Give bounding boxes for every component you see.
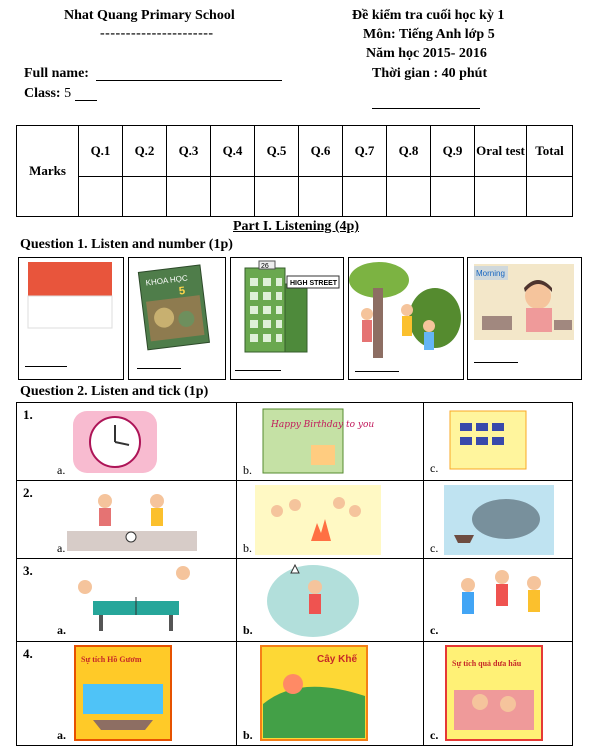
q2-row-number: 3. bbox=[23, 563, 33, 579]
q2-option-2c[interactable] bbox=[424, 481, 573, 559]
building-icon bbox=[231, 258, 343, 379]
q2-option-1a[interactable] bbox=[17, 403, 237, 481]
question2-title: Question 2. Listen and tick (1p) bbox=[20, 384, 209, 399]
exam-time: Thời gian : 40 phút bbox=[372, 66, 488, 81]
score-cell[interactable] bbox=[211, 177, 255, 217]
q1-answer-line[interactable] bbox=[355, 371, 399, 372]
shuttlecock-icon bbox=[263, 561, 363, 639]
score-cell[interactable] bbox=[431, 177, 475, 217]
marks-header-q5: Q.5 bbox=[255, 126, 299, 177]
question2-table bbox=[16, 402, 573, 746]
q2-option-label: c. bbox=[430, 541, 439, 556]
subject: Môn: Tiếng Anh lớp 5 bbox=[363, 27, 495, 42]
marks-header-q9: Q.9 bbox=[431, 126, 475, 177]
score-cell[interactable] bbox=[387, 177, 431, 217]
marks-header-oral: Oral test bbox=[475, 126, 527, 177]
q1-picture-4 bbox=[348, 257, 464, 380]
score-cell[interactable] bbox=[123, 177, 167, 217]
part1-title: Part I. Listening (4p) bbox=[233, 219, 359, 234]
exam-title: Đề kiểm tra cuối học kỳ 1 bbox=[352, 8, 505, 23]
q1-answer-line[interactable] bbox=[137, 368, 181, 369]
class-value: 5 bbox=[64, 86, 72, 101]
score-cell[interactable] bbox=[475, 177, 527, 217]
board-text: Morning bbox=[476, 269, 505, 278]
q2-row-2 bbox=[17, 481, 573, 559]
marks-header-q8: Q.8 bbox=[387, 126, 431, 177]
birthday-card-icon bbox=[257, 405, 375, 477]
q1-picture-5 bbox=[467, 257, 582, 380]
football-icon bbox=[67, 485, 197, 555]
q2-row-3 bbox=[17, 559, 573, 641]
book-icon bbox=[129, 258, 225, 379]
school-name: Nhat Quang Primary School bbox=[64, 8, 235, 23]
q2-option-label: b. bbox=[243, 541, 252, 556]
q2-option-3c[interactable] bbox=[424, 559, 573, 641]
book-number: 5 bbox=[178, 284, 186, 298]
classroom-icon bbox=[468, 258, 581, 379]
table-tennis-icon bbox=[71, 563, 201, 635]
score-cell[interactable] bbox=[167, 177, 211, 217]
marks-table bbox=[16, 125, 573, 217]
q2-option-3a[interactable] bbox=[17, 559, 237, 641]
q2-option-label: a. bbox=[57, 463, 66, 477]
book-title: Sự tích Hồ Gươm bbox=[81, 654, 142, 664]
marks-header: Marks bbox=[17, 126, 79, 217]
q1-answer-line[interactable] bbox=[25, 366, 67, 367]
q2-option-label: a. bbox=[57, 727, 66, 742]
flag-icon bbox=[19, 258, 123, 379]
q2-option-2b[interactable] bbox=[237, 481, 424, 559]
story-book-icon bbox=[73, 644, 173, 742]
q1-picture-2 bbox=[128, 257, 226, 380]
q2-row-1 bbox=[17, 403, 573, 481]
book-caption: KHOA HỌC bbox=[145, 273, 189, 288]
marks-header-q6: Q.6 bbox=[299, 126, 343, 177]
school-year: Năm học 2015- 2016 bbox=[366, 46, 487, 61]
q2-option-4b[interactable] bbox=[237, 641, 424, 745]
blind-mans-buff-icon bbox=[448, 561, 558, 637]
q2-option-label: b. bbox=[243, 727, 253, 742]
q1-answer-line[interactable] bbox=[235, 370, 281, 371]
q2-option-label: a. bbox=[57, 623, 66, 638]
q2-option-3b[interactable] bbox=[237, 559, 424, 641]
q2-row-4 bbox=[17, 641, 573, 745]
class-field[interactable] bbox=[75, 100, 97, 101]
q2-row-number: 1. bbox=[23, 407, 33, 422]
q2-option-4c[interactable] bbox=[424, 641, 573, 745]
full-name-label: Full name: bbox=[24, 66, 89, 81]
q1-picture-3 bbox=[230, 257, 344, 380]
q2-option-label: c. bbox=[430, 623, 439, 638]
q2-option-label: a. bbox=[57, 541, 66, 556]
q2-row-number: 4. bbox=[23, 645, 33, 661]
book-title: Sự tích quả dưa hấu bbox=[452, 658, 522, 668]
score-cell[interactable] bbox=[343, 177, 387, 217]
score-cell[interactable] bbox=[527, 177, 573, 217]
score-cell[interactable] bbox=[79, 177, 123, 217]
marks-header-total: Total bbox=[527, 126, 573, 177]
campfire-icon bbox=[255, 485, 381, 555]
clock-icon bbox=[69, 409, 161, 475]
class-label: Class: 5 bbox=[24, 86, 72, 101]
game-box-icon bbox=[444, 405, 534, 475]
street-sign: HIGH STREET bbox=[290, 280, 338, 287]
q2-option-label: b. bbox=[243, 623, 253, 638]
marks-header-q3: Q.3 bbox=[167, 126, 211, 177]
question1-title: Question 1. Listen and number (1p) bbox=[20, 237, 233, 252]
q2-row-number: 2. bbox=[23, 485, 33, 501]
q2-option-label: c. bbox=[430, 727, 439, 742]
q1-picture-1 bbox=[18, 257, 124, 380]
hide-and-seek-icon bbox=[349, 258, 463, 379]
q2-option-label: b. bbox=[243, 463, 252, 477]
q2-option-1b[interactable] bbox=[237, 403, 424, 481]
q2-option-4a[interactable] bbox=[17, 641, 237, 745]
school-underline: ---------------------- bbox=[100, 26, 214, 41]
bay-boat-icon bbox=[444, 485, 554, 555]
marks-header-q2: Q.2 bbox=[123, 126, 167, 177]
building-number: 26 bbox=[261, 263, 269, 270]
story-book-icon bbox=[259, 644, 369, 742]
signature-line bbox=[372, 108, 480, 109]
q2-option-2a[interactable] bbox=[17, 481, 237, 559]
story-book-icon bbox=[444, 644, 544, 742]
card-text: Happy Birthday to you bbox=[271, 420, 375, 430]
book-title: Cây Khế bbox=[317, 653, 358, 665]
q2-option-label: c. bbox=[430, 461, 439, 475]
score-cell[interactable] bbox=[255, 177, 299, 217]
full-name-field[interactable] bbox=[96, 80, 282, 81]
score-cell[interactable] bbox=[299, 177, 343, 217]
marks-header-q1: Q.1 bbox=[79, 126, 123, 177]
marks-header-q7: Q.7 bbox=[343, 126, 387, 177]
q1-answer-line[interactable] bbox=[474, 362, 518, 363]
marks-header-q4: Q.4 bbox=[211, 126, 255, 177]
q2-option-1c[interactable] bbox=[424, 403, 573, 481]
